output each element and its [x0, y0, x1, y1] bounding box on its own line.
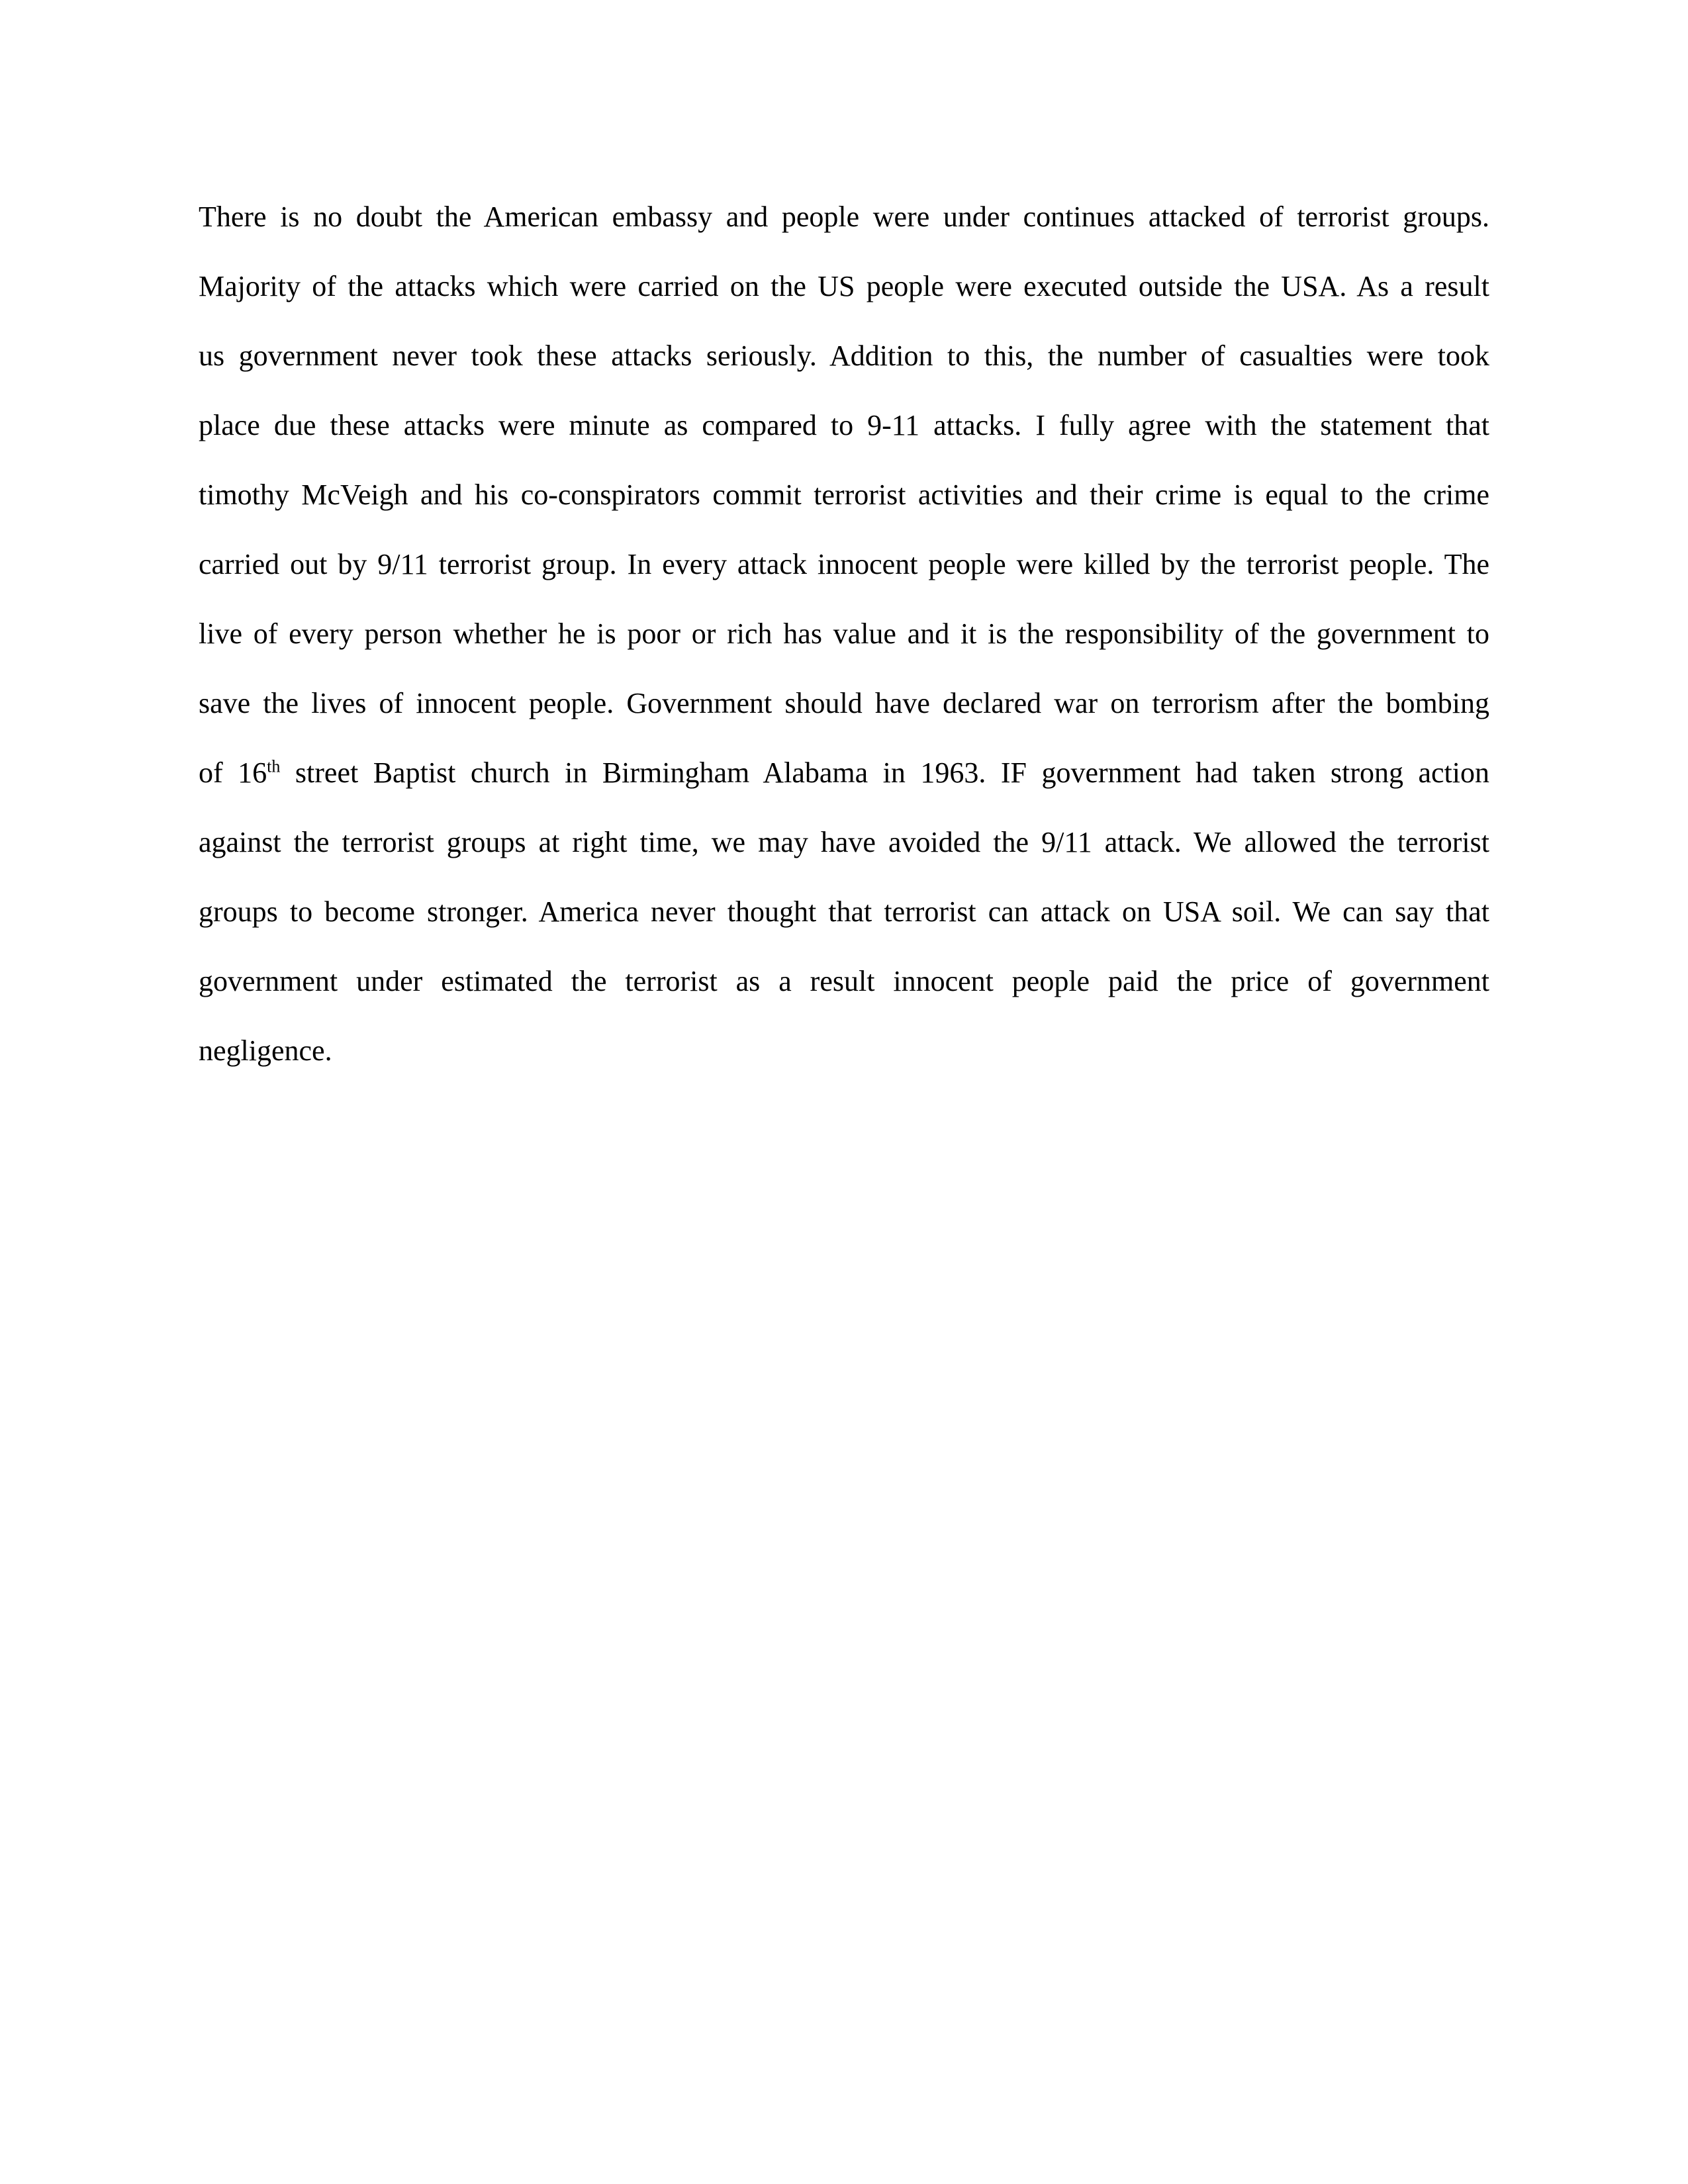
- line-text-after: street Baptist church in Birmingham Alabama in 1963. IF government had taken strong action: [280, 756, 1489, 789]
- paragraph-line: Majority of the attacks which were carried on the US people were executed outside the USA. As a result: [199, 270, 1489, 302]
- paragraph-line: groups to become stronger. America never thought that terrorist can attack on USA soil. We can say that: [199, 895, 1489, 928]
- paragraph-line-with-superscript: [199, 749, 1489, 819]
- paragraph-last-line: negligence.: [199, 1034, 332, 1067]
- paragraph-line: place due these attacks were minute as compared to 9-11 attacks. I fully agree with the statement that: [199, 409, 1489, 441]
- line-text-before: of 16: [199, 756, 267, 789]
- paragraph-line: There is no doubt the American embassy and people were under continues attacked of terrorist groups.: [199, 201, 1489, 233]
- paragraph-line: carried out by 9/11 terrorist group. In every attack innocent people were killed by the terrorist people. The: [199, 548, 1489, 580]
- paragraph-line: save the lives of innocent people. Government should have declared war on terrorism after the bombing: [199, 687, 1489, 719]
- paragraph-line: government under estimated the terrorist as a result innocent people paid the price of government: [199, 965, 1489, 997]
- paragraph-line: timothy McVeigh and his co-conspirators commit terrorist activities and their crime is equal to the crime: [199, 478, 1489, 511]
- ordinal-superscript: th: [267, 756, 281, 776]
- paragraph-line: against the terrorist groups at right time, we may have avoided the 9/11 attack. We allowed the terrorist: [199, 826, 1489, 858]
- body-paragraph: [199, 193, 1489, 1097]
- paragraph-line: live of every person whether he is poor or rich has value and it is the responsibility of the government to: [199, 617, 1489, 650]
- paragraph-line: us government never took these attacks seriously. Addition to this, the number of casualties were took: [199, 340, 1489, 372]
